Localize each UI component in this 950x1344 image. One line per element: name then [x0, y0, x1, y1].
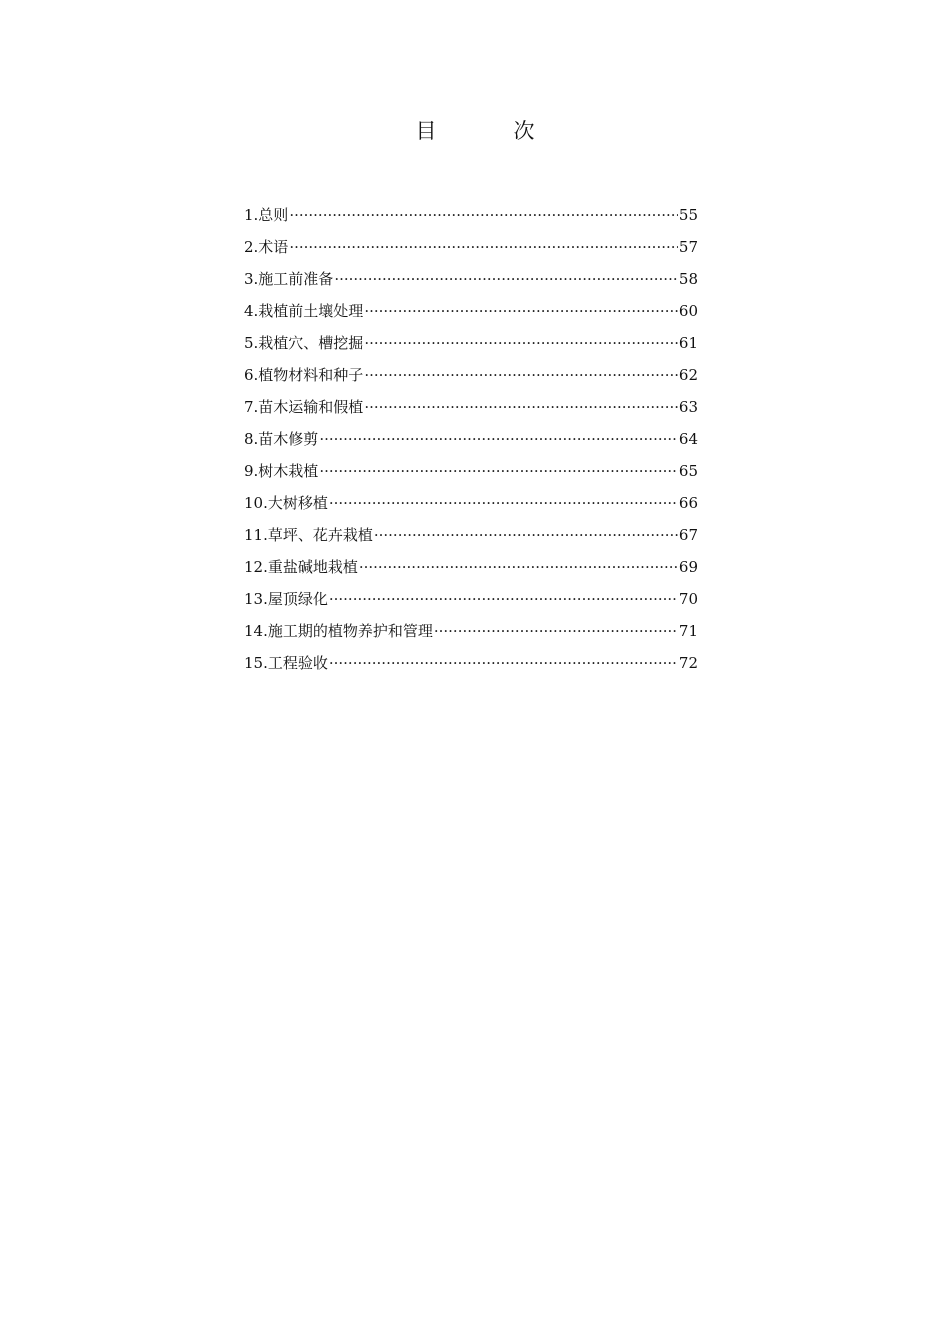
toc-title: 目 次 [415, 119, 563, 143]
toc-dot-leader [334, 266, 678, 292]
toc-entry-6 [244, 362, 698, 394]
toc-dot-leader [329, 650, 678, 676]
toc-entry-label: 8.苗木修剪 [244, 430, 319, 448]
toc-entry-page: 60 [678, 302, 698, 320]
toc-entry-page: 57 [678, 238, 698, 256]
toc-entry-page: 71 [678, 622, 698, 640]
toc-entry-label: 4.栽植前土壤处理 [244, 302, 364, 320]
toc-dot-leader [319, 426, 678, 452]
toc-dot-leader [329, 586, 678, 612]
toc-dot-leader [319, 458, 678, 484]
toc-entry-label: 2.术语 [244, 238, 289, 256]
toc-list [244, 202, 698, 682]
toc-entry-label: 7.苗木运输和假植 [244, 398, 364, 416]
toc-entry-page: 67 [678, 526, 698, 544]
toc-dot-leader [364, 298, 678, 324]
toc-entry-page: 64 [678, 430, 698, 448]
toc-entry-5 [244, 330, 698, 362]
toc-entry-11 [244, 522, 698, 554]
toc-entry-page: 63 [678, 398, 698, 416]
toc-entry-4 [244, 298, 698, 330]
toc-entry-page: 72 [678, 654, 698, 672]
toc-entry-page: 61 [678, 334, 698, 352]
toc-entry-label: 3.施工前准备 [244, 270, 334, 288]
toc-entry-page: 62 [678, 366, 698, 384]
toc-entry-label: 11.草坪、花卉栽植 [244, 526, 373, 544]
toc-entry-9 [244, 458, 698, 490]
toc-dot-leader [434, 618, 678, 644]
toc-entry-page: 69 [678, 558, 698, 576]
toc-dot-leader [289, 202, 678, 228]
toc-entry-1 [244, 202, 698, 234]
toc-dot-leader [364, 362, 678, 388]
toc-entry-page: 70 [678, 590, 698, 608]
toc-entry-label: 15.工程验收 [244, 654, 328, 672]
toc-entry-page: 65 [678, 462, 698, 480]
toc-entry-label: 12.重盐碱地栽植 [244, 558, 358, 576]
toc-entry-page: 58 [678, 270, 698, 288]
toc-entry-3 [244, 266, 698, 298]
toc-dot-leader [359, 554, 678, 580]
toc-entry-label: 13.屋顶绿化 [244, 590, 328, 608]
toc-entry-page: 55 [678, 206, 698, 224]
toc-entry-7 [244, 394, 698, 426]
toc-entry-2 [244, 234, 698, 266]
toc-dot-leader [364, 330, 678, 356]
toc-dot-leader [329, 490, 678, 516]
toc-entry-label: 6.植物材料和种子 [244, 366, 364, 384]
toc-dot-leader [289, 234, 678, 260]
toc-entry-10 [244, 490, 698, 522]
toc-entry-label: 9.树木栽植 [244, 462, 319, 480]
toc-dot-leader [374, 522, 678, 548]
toc-entry-13 [244, 586, 698, 618]
toc-entry-page: 66 [678, 494, 698, 512]
toc-entry-15 [244, 650, 698, 682]
toc-entry-label: 5.栽植穴、槽挖掘 [244, 334, 364, 352]
toc-entry-12 [244, 554, 698, 586]
toc-entry-label: 10.大树移植 [244, 494, 328, 512]
toc-entry-label: 14.施工期的植物养护和管理 [244, 622, 433, 640]
toc-entry-label: 1.总则 [244, 206, 289, 224]
toc-entry-14 [244, 618, 698, 650]
toc-dot-leader [364, 394, 678, 420]
toc-entry-8 [244, 426, 698, 458]
